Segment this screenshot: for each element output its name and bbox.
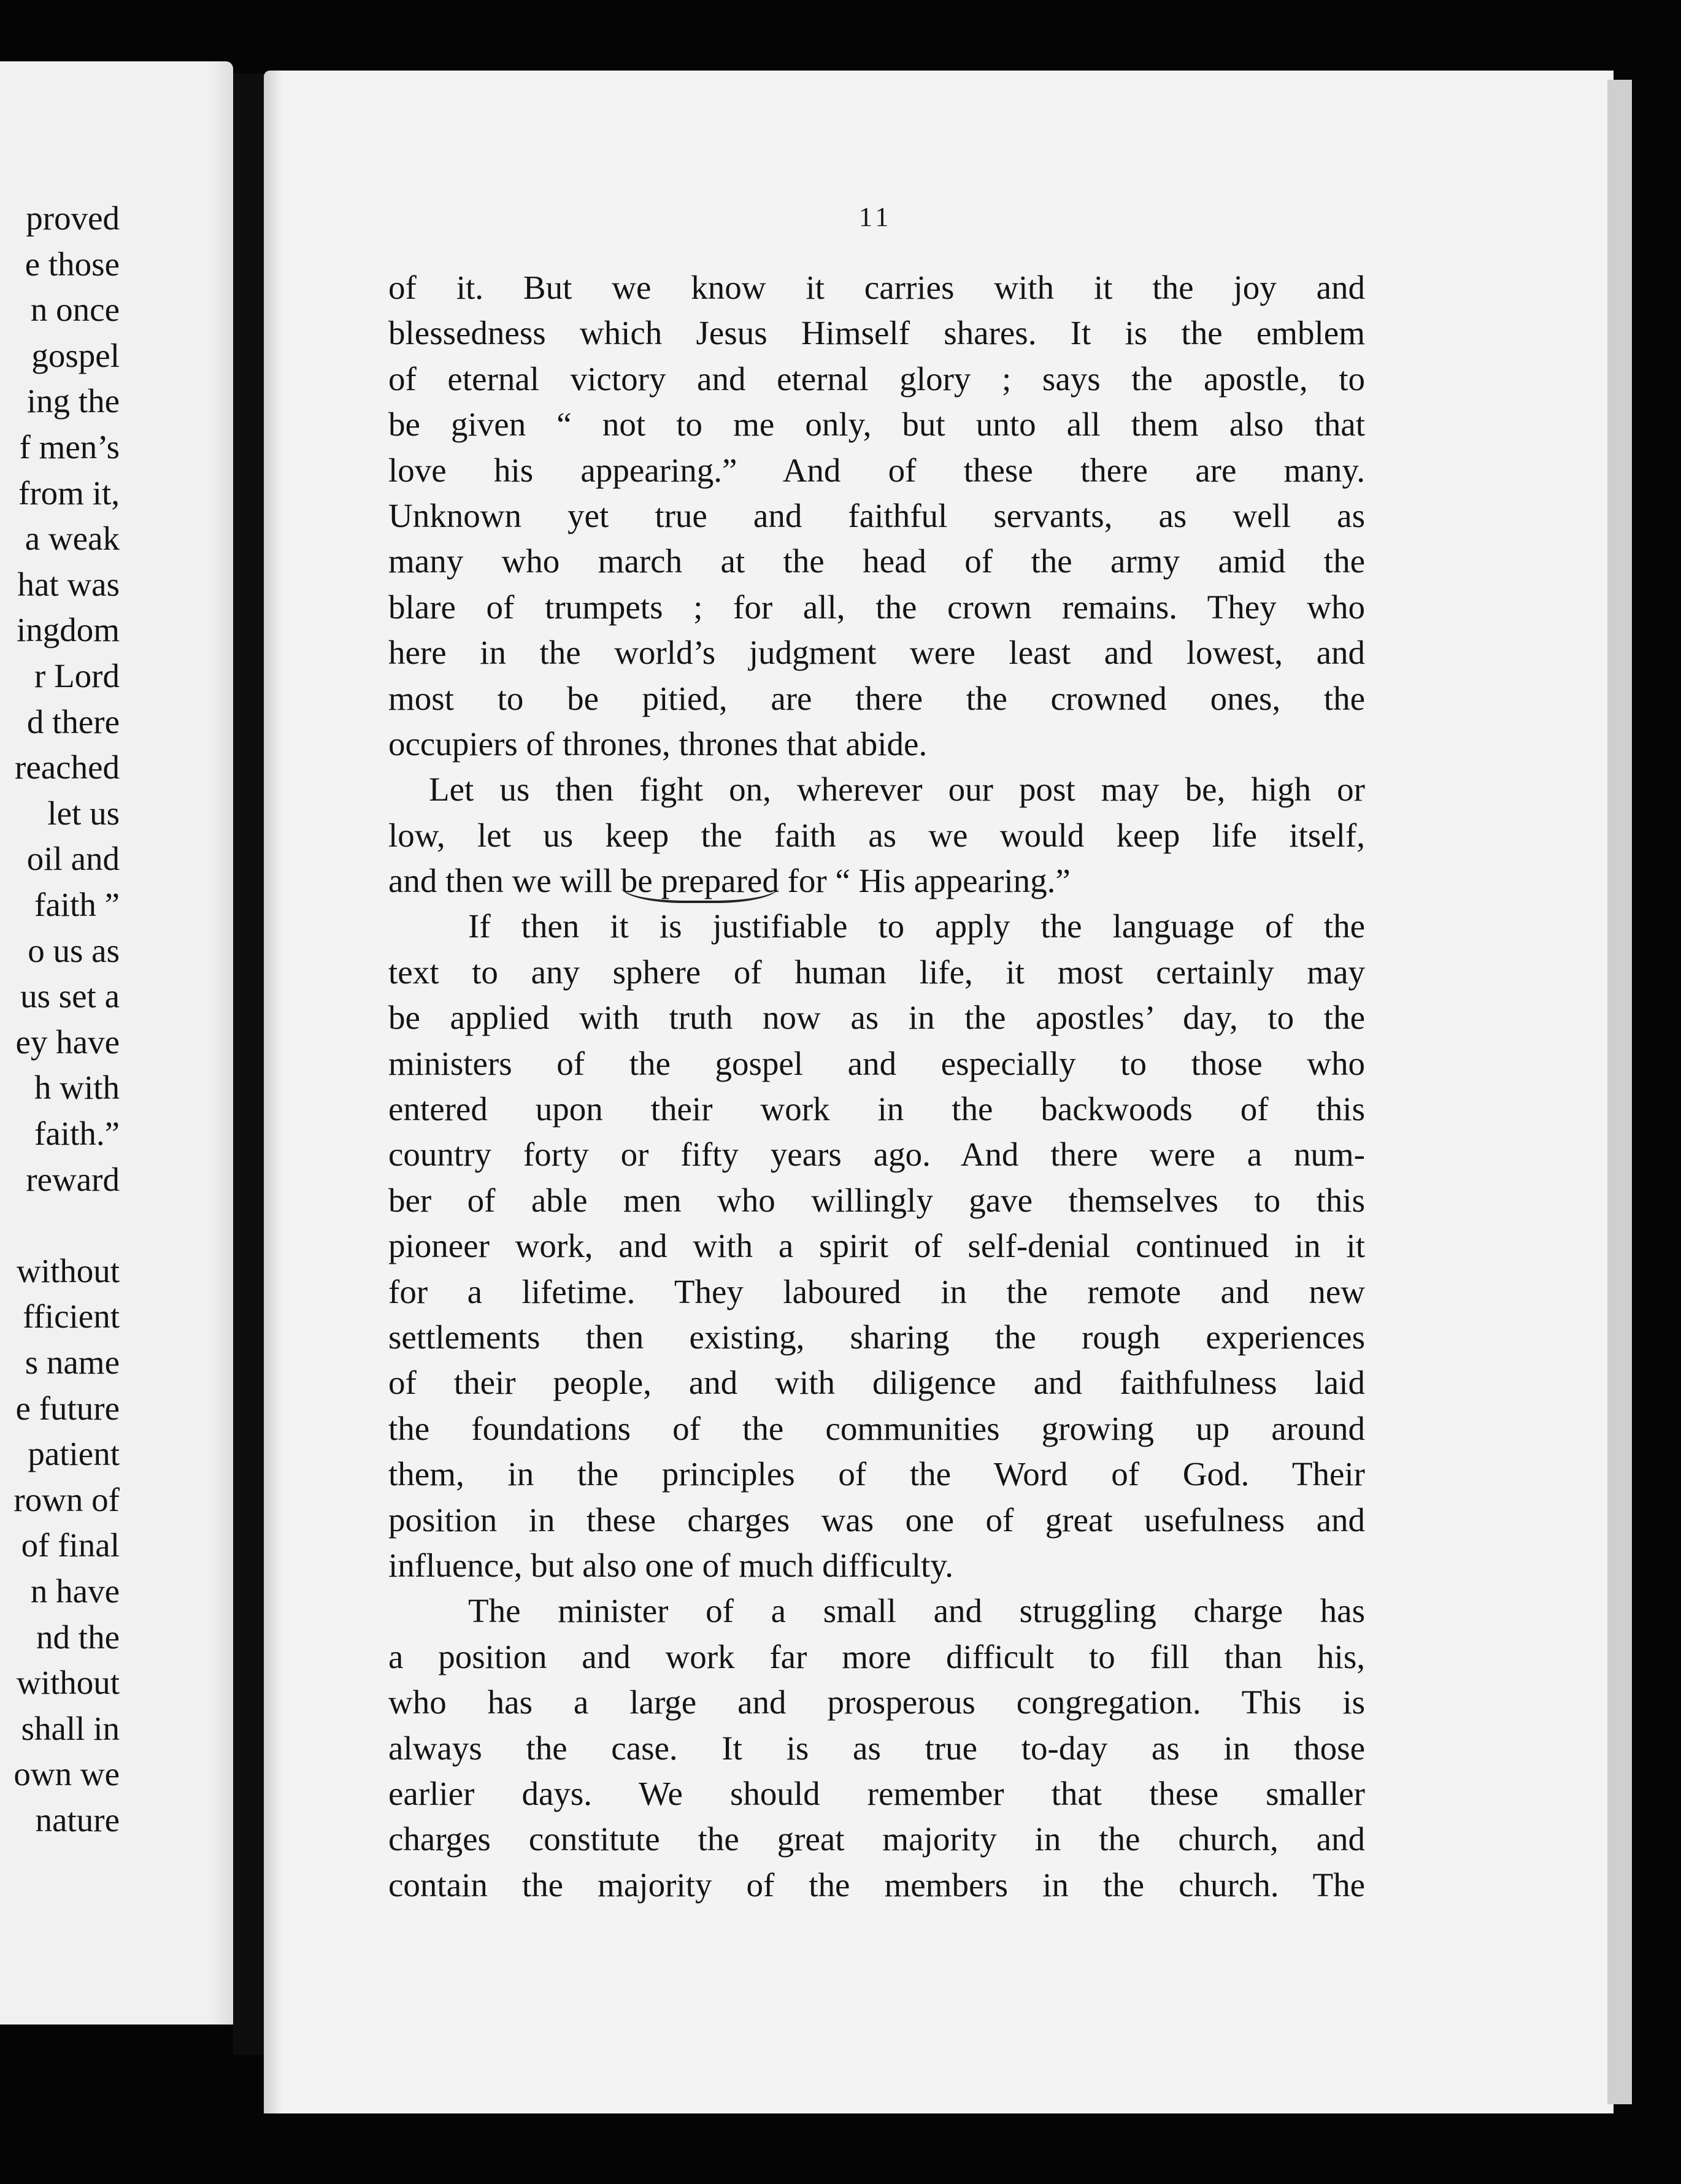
text-line: ministers of the gospel and especially to those who — [388, 1044, 1365, 1082]
text-line: a position and work far more difficult to fill than his, — [388, 1637, 1365, 1675]
left-page-line: e those — [25, 245, 120, 283]
left-page-line: proved — [26, 199, 120, 237]
left-page-line: from it, — [18, 474, 120, 512]
left-page-line: faith ” — [34, 886, 120, 923]
text-line: many who march at the head of the army amid the — [388, 542, 1365, 580]
left-page-line: n once — [30, 291, 120, 329]
left-page-line: patient — [28, 1435, 120, 1473]
left-page-line: r Lord — [34, 657, 120, 694]
left-page-line: ingdom — [16, 611, 120, 649]
text-line: blessedness which Jesus Himself shares. It is the emblem — [388, 314, 1365, 352]
page-number: 11 — [859, 202, 893, 232]
text-line: of their people, and with diligence and faithfulness laid — [388, 1364, 1365, 1402]
left-page-shade — [209, 61, 233, 2024]
text-line — [388, 858, 1365, 904]
left-page-line: e future — [15, 1389, 120, 1427]
left-page-line: h with — [34, 1069, 120, 1107]
text-line: charges constitute the great majority in the church, and — [388, 1820, 1365, 1858]
text-line: who has a large and prosperous congregation. This is — [388, 1683, 1365, 1721]
text-line: them, in the principles of the Word of God. Their — [388, 1455, 1365, 1493]
text-line: country forty or fifty years ago. And there were a num- — [388, 1136, 1365, 1174]
text-line: be applied with truth now as in the apostles’ day, to the — [388, 999, 1365, 1037]
left-page-line: oil and — [26, 840, 120, 878]
right-page-edge-shadow — [264, 71, 282, 2113]
left-page-line: let us — [47, 794, 120, 832]
text-line: entered upon their work in the backwoods of this — [388, 1090, 1365, 1128]
text-line: most to be pitied, are there the crowned ones, the — [388, 679, 1365, 717]
left-page-line: o us as — [28, 931, 120, 969]
left-page-line: nd the — [36, 1618, 120, 1656]
text-line: low, let us keep the faith as we would keep life itself, — [388, 816, 1365, 854]
left-page-line: a weak — [25, 520, 120, 558]
text-line: contain the majority of the members in the church. The — [388, 1866, 1365, 1904]
text-line: text to any sphere of human life, it most certainly may — [388, 953, 1365, 991]
page-edge-strip — [1607, 80, 1632, 2104]
text-line-part: and then we will — [388, 862, 621, 900]
text-line: influence, but also one of much difficulty. — [388, 1546, 954, 1584]
text-line: The minister of a small and struggling charge has — [468, 1592, 1365, 1630]
left-page-line: shall in — [21, 1709, 120, 1747]
text-line: here in the world’s judgment were least and lowest, and — [388, 634, 1365, 672]
left-page-line: f men’s — [19, 428, 120, 466]
left-page-line: without — [16, 1252, 120, 1290]
left-page-line: rown of — [13, 1480, 120, 1518]
text-line: earlier days. We should remember that these smaller — [388, 1774, 1365, 1812]
text-line: blare of trumpets ; for all, the crown remains. They who — [388, 588, 1365, 626]
left-page-line: ing the — [26, 382, 120, 420]
left-page-line: nature — [35, 1801, 120, 1839]
text-line: of it. But we know it carries with it the joy and — [388, 269, 1365, 306]
text-line: the foundations of the communities growing up around — [388, 1409, 1365, 1447]
left-facing-page — [0, 61, 233, 2024]
text-line: pioneer work, and with a spirit of self-denial continued in it — [388, 1227, 1365, 1265]
left-page-line: without — [16, 1664, 120, 1702]
text-line: If then it is justifiable to apply the language of the — [468, 907, 1365, 945]
body-text — [388, 265, 1365, 1908]
left-page-line: own we — [13, 1755, 120, 1793]
left-page-line: of final — [21, 1526, 120, 1564]
text-line: settlements then existing, sharing the rough experiences — [388, 1318, 1365, 1356]
left-page-line: us set a — [20, 977, 120, 1015]
left-page-line: ey have — [15, 1023, 120, 1061]
text-line-part: for “ His appearing.” — [779, 862, 1071, 900]
left-page-line: reached — [15, 748, 120, 786]
left-page-line: n have — [30, 1572, 120, 1610]
underlined-phrase: be prepared — [621, 862, 779, 903]
text-line: always the case. It is as true to-day as in those — [388, 1729, 1365, 1767]
text-line: for a lifetime. They laboured in the remote and new — [388, 1272, 1365, 1310]
left-page-line: fficient — [23, 1298, 120, 1336]
left-page-line: reward — [26, 1160, 120, 1198]
left-page-line: faith.” — [34, 1115, 120, 1152]
left-page-line: d there — [26, 702, 120, 740]
text-line: love his appearing.” And of these there are many. — [388, 451, 1365, 489]
text-line: ber of able men who willingly gave themselves to this — [388, 1181, 1365, 1219]
left-page-line: hat was — [17, 565, 120, 603]
left-page-line: s name — [25, 1344, 120, 1381]
left-page-line: gospel — [31, 336, 120, 374]
text-line: position in these charges was one of great usefulness and — [388, 1501, 1365, 1539]
text-line: Unknown yet true and faithful servants, as well as — [388, 496, 1365, 534]
text-line: Let us then fight on, wherever our post may be, high or — [429, 771, 1365, 809]
text-line: occupiers of thrones, thrones that abide. — [388, 725, 928, 763]
text-line: of eternal victory and eternal glory ; says the apostle, to — [388, 360, 1365, 398]
text-line: be given “ not to me only, but unto all them also that — [388, 406, 1365, 444]
